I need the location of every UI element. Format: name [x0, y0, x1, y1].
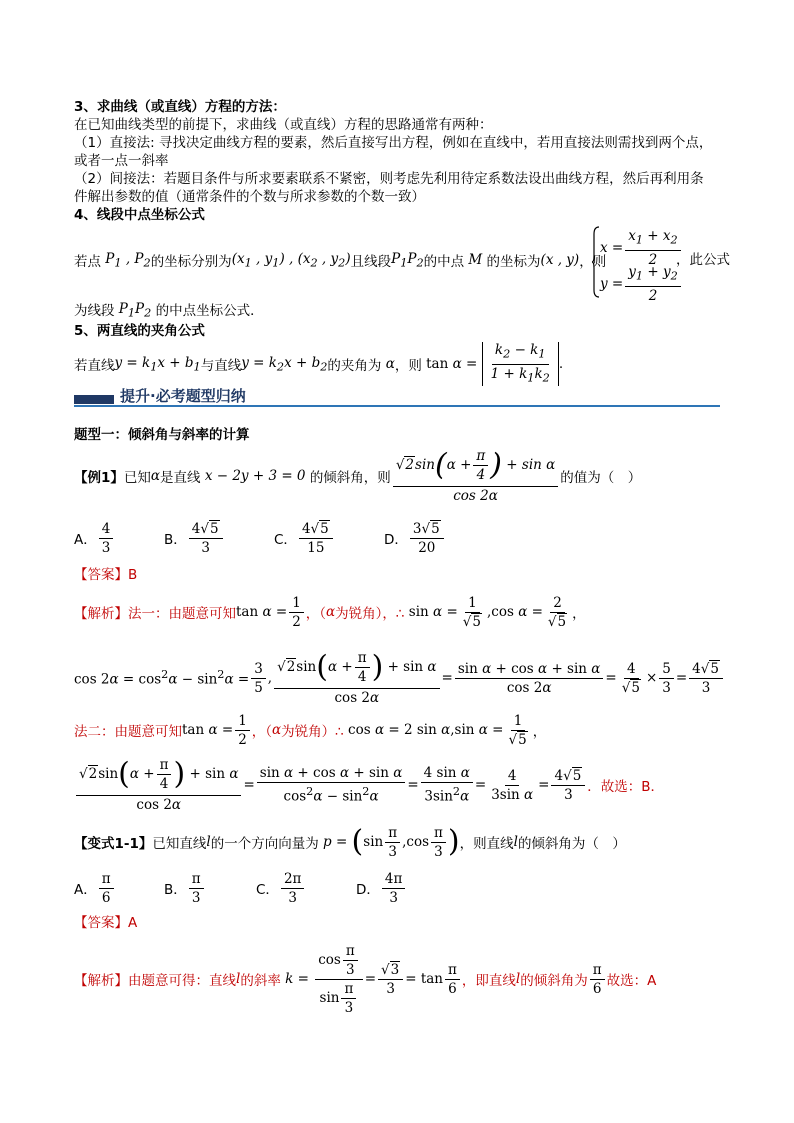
option-label: A．	[74, 532, 97, 548]
section5-title: 5、两直线的夹角公式	[74, 323, 205, 339]
variant1-analysis: 【解析】 由题意可得：直线 l 的斜率 k = cos $\frac{\pi}{3}$ sin $\frac{\pi}{3}$ = $\frac{√3}{3}$ = tan $\frac{\pi}{6}$ ，即直线 l 的倾斜角为 $\frac{\pi}{6}$ 故选：A	[74, 942, 657, 1016]
text: 的倾斜角为（ ）	[517, 836, 626, 852]
text: 是直线	[160, 470, 201, 486]
math-p1p2: $P_1$ , $P_2$	[101, 250, 151, 270]
option-a[interactable]: A． $\frac{4}{3}$	[74, 518, 115, 558]
text: 的一个方向向量为	[210, 836, 319, 852]
section-banner	[74, 385, 720, 407]
section3-item2-line2: 件解出参数的值（通常条件的个数与所求参数的个数一致）	[74, 189, 425, 205]
section3-item1-line2: 或者一点一斜率	[74, 153, 169, 169]
math-line: x − 2y + 3 = 0	[200, 468, 310, 484]
option-label: B．	[164, 882, 187, 898]
text: 的坐标分别为	[150, 254, 232, 270]
section3-item1-line1: （1）直接法: 寻找决定曲线方程的要素，然后直接写出方程，例如在直线中，若用直接法则需找到两个点，	[74, 135, 713, 151]
example1-answer	[74, 566, 137, 584]
text: 若点	[74, 254, 101, 270]
example-tag: 【例1】	[74, 470, 124, 486]
midpoint-y: y = $\frac{y_1 + y_2}{2}$	[600, 264, 683, 304]
option-label: D．	[356, 882, 380, 898]
text: 法一：由题意可知	[128, 606, 236, 622]
text: 已知直线	[152, 836, 207, 852]
option-label: B．	[164, 532, 187, 548]
text: 且线段	[350, 254, 392, 270]
text: ，则直线	[459, 836, 514, 852]
text: 的倾斜角为	[520, 973, 588, 989]
variant-option-b[interactable]: B． $\frac{\pi}{3}$	[164, 868, 206, 908]
option-label: D．	[384, 532, 408, 548]
option-b[interactable]: B． $\frac{4√5}{3}$	[164, 518, 225, 558]
text: 法二：由题意可知	[74, 724, 182, 740]
option-d[interactable]: D． $\frac{3√5}{20}$	[384, 518, 446, 558]
text: 为锐角），∴	[335, 606, 405, 622]
text: 已知	[123, 470, 151, 486]
formula-note: ，此公式	[676, 252, 730, 268]
section3-intro: 在已知曲线类型的前提下，求曲线（或直线）方程的思路通常有两种：	[74, 117, 493, 133]
variant-option-c[interactable]: C． $\frac{2\pi}{3}$	[256, 868, 306, 908]
text: ，即直线	[461, 973, 516, 989]
answer-value: B	[128, 567, 138, 583]
text: ，则	[394, 358, 422, 374]
math-line1: $y = k_1x + b_1$	[114, 354, 201, 374]
midpoint-tail	[74, 300, 264, 323]
option-label: A．	[74, 882, 97, 898]
example1-question	[74, 447, 642, 504]
text: 由题意可得：直线	[128, 973, 236, 989]
analysis-tag: 【解析】	[74, 973, 128, 989]
math-alpha: α	[150, 468, 161, 484]
text: 与直线	[200, 358, 242, 374]
text: ，（	[305, 606, 327, 622]
text: 的斜率	[240, 973, 281, 989]
text: 的中点坐标公式．	[155, 303, 264, 320]
example1-expression: √2sin(α + $\frac{\pi}{4}$ ) + sin α cos 2α	[393, 448, 558, 504]
text: 若直线	[74, 358, 115, 374]
text: 的坐标为	[486, 254, 541, 270]
midpoint-sentence	[74, 250, 606, 270]
abs-fraction: $\frac{k_2 - k_1}{1 + k_1k_2}$	[482, 342, 559, 386]
math-alpha: α	[381, 356, 395, 372]
option-label: C．	[274, 532, 297, 548]
variant1-question: 【变式1-1】 已知直线 l 的一个方向向量为 p = ( sin $\frac{\pi}{3}$ ,cos $\frac{\pi}{3}$ ) ，则直线 l 的倾斜角为（ ）	[74, 824, 626, 860]
answer-tag: 【答案】	[74, 567, 128, 583]
banner-stripe	[74, 395, 114, 404]
text: 为锐角）∴	[281, 724, 344, 740]
section3-title: 3、求曲线（或直线）方程的方法：	[74, 99, 286, 115]
example1-calc2: √2sin(α + $\frac{\pi}{4}$ ) + sin α cos 2α = $\frac{\text{sin α + cos α + sin α}}{\cos^2\alpha - \sin^2\alpha}$ = $\frac{\text{4 sin α}}{3\sin^2\alpha}$ = $\frac{4}{\text{3sin α}}$ = $\frac{4√5}{3}$ ．故选：B．	[74, 758, 664, 812]
math-coords: ($x_1$ , $y_1$) , ($x_2$ , $y_2$)	[231, 250, 351, 270]
text: 的倾斜角，则	[309, 470, 391, 486]
example1-method2: 法二：由题意可知 tan α = $\frac{1}{2}$ ，（ α 为锐角）∴ cos α = 2 sin α,sin α = $\frac{1}{√5}$ ，	[74, 712, 547, 748]
math-line2: $y = k_2x + b_2$	[241, 354, 328, 374]
example1-calc1: $\cos 2\alpha = \cos^2\alpha - \sin^2\alpha$ = $\frac{3}{5}$ , √2sin(α + $\frac{\pi}{4}$ ) + sin α cos 2α = $\frac{\text{sin α + cos α + sin α}}{\cos 2\alpha}$ = $\frac{4}{√5}$ × $\frac{5}{3}$ = $\frac{4√5}{3}$	[74, 650, 725, 706]
text: ，则	[579, 254, 607, 270]
angle-formula: 若直线 $y = k_1x + b_1$ 与直线 $y = k_2x + b_2$ 的夹角为 α ，则 tan α = $\frac{k_2 - k_1}{1 + k_1k_2}$ .	[74, 341, 564, 385]
section3-item2-line1: （2）间接法：若题目条件与所求要素联系不紧密，则考虑先利用待定系数法设出曲线方程，然后再利用条	[74, 171, 704, 187]
math-segment: $P_1P_2$	[391, 250, 424, 270]
section4-title: 4、线段中点坐标公式	[74, 207, 205, 223]
answer-value: A	[128, 915, 138, 931]
brace-icon	[592, 226, 600, 298]
math-xy: (x , y)	[540, 252, 580, 268]
text: ，（	[251, 724, 273, 740]
midpoint-x: x = $\frac{x_1 + x_2}{2}$	[600, 228, 683, 268]
variant-option-d[interactable]: D． $\frac{4\pi}{3}$	[356, 868, 407, 908]
option-c[interactable]: C． $\frac{4√5}{15}$	[274, 518, 335, 558]
variant-option-a[interactable]: A． $\frac{\pi}{6}$	[74, 868, 116, 908]
text: 为线段	[74, 303, 115, 320]
banner-underline	[74, 405, 720, 407]
banner-label: 提升·必考题型归纳	[120, 387, 246, 405]
option-label: C．	[256, 882, 279, 898]
variant1-answer	[74, 914, 137, 932]
text: 的中点	[423, 254, 465, 270]
math-segment: $P_1P_2$	[114, 301, 152, 320]
answer-tag: 【答案】	[74, 915, 128, 931]
text: ．故选：B．	[587, 779, 665, 795]
example1-method1: 【解析】 法一：由题意可知 tan α = $\frac{1}{2}$ ，（ α 为锐角），∴ sin α = $\frac{1}{√5}$ ,cos α = $\frac{2}{√5}$ ，	[74, 594, 586, 630]
text: 故选：A	[606, 973, 657, 989]
analysis-tag: 【解析】	[74, 606, 128, 622]
math-tan: tan α =	[421, 356, 482, 372]
question-type-title: 题型一：倾斜角与斜率的计算	[74, 427, 250, 443]
math-m: M	[464, 252, 487, 268]
text: 的值为（ ）	[560, 470, 642, 486]
variant-tag: 【变式1-1】	[74, 836, 153, 852]
text: 的夹角为	[327, 358, 382, 374]
